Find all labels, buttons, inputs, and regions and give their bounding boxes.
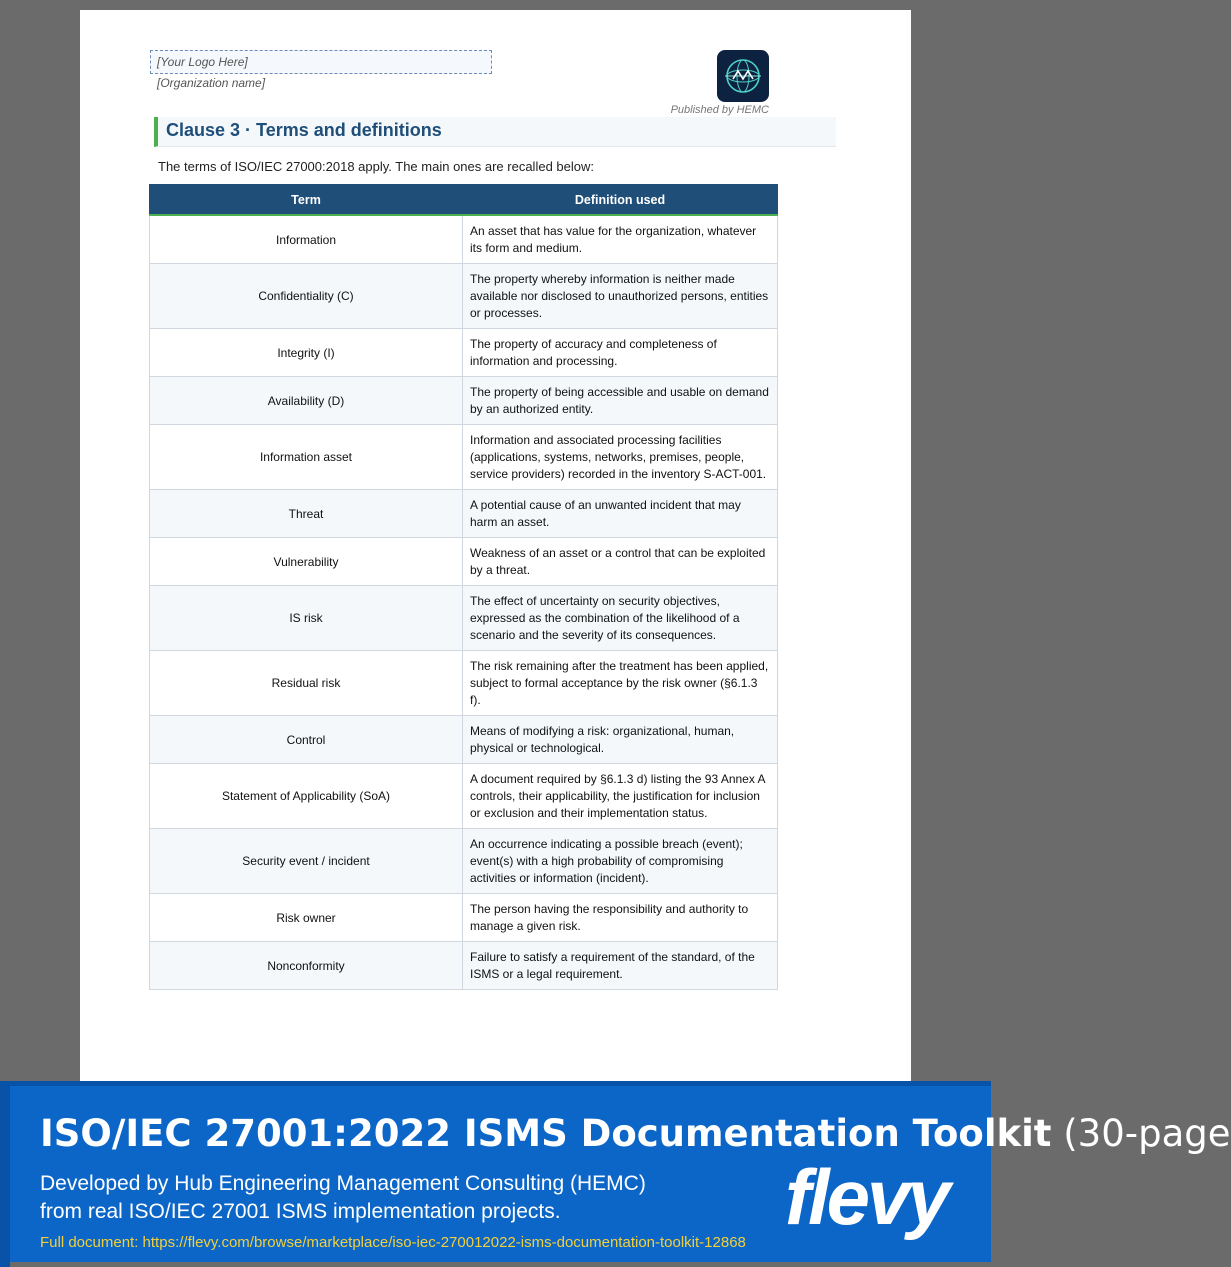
logo-placeholder: [Your Logo Here] — [150, 50, 492, 74]
organization-name-placeholder: [Organization name] — [157, 76, 266, 90]
term-cell: Nonconformity — [150, 942, 463, 990]
definition-cell: An asset that has value for the organization, whatever its form and medium. — [463, 215, 778, 264]
term-cell: Security event / incident — [150, 829, 463, 894]
term-cell: Control — [150, 716, 463, 764]
table-row — [150, 894, 778, 942]
definition-cell: The effect of uncertainty on security objectives, expressed as the combination of the likelihood of a scenario and the severity of its consequences. — [463, 586, 778, 651]
term-cell: Availability (D) — [150, 377, 463, 425]
banner-edge — [0, 1086, 10, 1267]
term-cell: Integrity (I) — [150, 329, 463, 377]
definition-cell: Information and associated processing facilities (applications, systems, networks, premises, people, service providers) recorded in the inventory S-ACT-001. — [463, 425, 778, 490]
full-document-link[interactable]: Full document: https://flevy.com/browse/marketplace/iso-iec-270012022-isms-documentation-toolkit-12868 — [40, 1234, 746, 1251]
promo-banner — [0, 1081, 1231, 1262]
section-title: Clause 3 · Terms and definitions — [154, 117, 836, 147]
definition-cell: A potential cause of an unwanted incident that may harm an asset. — [463, 490, 778, 538]
table-row — [150, 586, 778, 651]
definition-cell: The property whereby information is neither made available nor disclosed to unauthorized persons, entities or processes. — [463, 264, 778, 329]
definition-cell: The property of accuracy and completeness of information and processing. — [463, 329, 778, 377]
table-row — [150, 829, 778, 894]
term-cell: Threat — [150, 490, 463, 538]
table-row — [150, 264, 778, 329]
table-row — [150, 764, 778, 829]
table-row — [150, 716, 778, 764]
table-row — [150, 942, 778, 990]
table-row — [150, 425, 778, 490]
term-cell: IS risk — [150, 586, 463, 651]
banner-title-bold: ISO/IEC 27001:2022 ISMS Documentation Toolkit — [40, 1112, 1052, 1155]
term-cell: Vulnerability — [150, 538, 463, 586]
section-intro: The terms of ISO/IEC 27000:2018 apply. The main ones are recalled below: — [158, 159, 594, 174]
table-row — [150, 329, 778, 377]
banner-title-light: (30-page — [1051, 1112, 1231, 1155]
header-definition: Definition used — [463, 185, 778, 216]
term-cell: Risk owner — [150, 894, 463, 942]
table-row — [150, 215, 778, 264]
table-row — [150, 538, 778, 586]
definition-cell: A document required by §6.1.3 d) listing the 93 Annex A controls, their applicability, the justification for inclusion or exclusion and their implementation status. — [463, 764, 778, 829]
terms-table — [149, 184, 778, 990]
term-cell: Information asset — [150, 425, 463, 490]
published-by-label: Published by HEMC — [670, 104, 769, 116]
table-row — [150, 490, 778, 538]
term-cell: Statement of Applicability (SoA) — [150, 764, 463, 829]
flevy-logo: flevy — [785, 1153, 948, 1241]
table-row — [150, 651, 778, 716]
header-term: Term — [150, 185, 463, 216]
table-header-row — [150, 185, 778, 216]
definition-cell: Failure to satisfy a requirement of the standard, of the ISMS or a legal requirement. — [463, 942, 778, 990]
definition-cell: The property of being accessible and usable on demand by an authorized entity. — [463, 377, 778, 425]
hemc-logo-icon — [717, 50, 769, 102]
definition-cell: Weakness of an asset or a control that can be exploited by a threat. — [463, 538, 778, 586]
definition-cell: The risk remaining after the treatment has been applied, subject to formal acceptance by the risk owner (§6.1.3 f). — [463, 651, 778, 716]
banner-subtitle: Developed by Hub Engineering Management Consulting (HEMC) from real ISO/IEC 27001 ISMS implementation projects. — [40, 1172, 646, 1223]
term-cell: Confidentiality (C) — [150, 264, 463, 329]
banner-title — [40, 1112, 1231, 1155]
definition-cell: The person having the responsibility and authority to manage a given risk. — [463, 894, 778, 942]
table-row — [150, 377, 778, 425]
term-cell: Residual risk — [150, 651, 463, 716]
document-page — [80, 10, 911, 1085]
definition-cell: An occurrence indicating a possible breach (event); event(s) with a high probability of compromising activities or information (incident). — [463, 829, 778, 894]
term-cell: Information — [150, 215, 463, 264]
definition-cell: Means of modifying a risk: organizational, human, physical or technological. — [463, 716, 778, 764]
